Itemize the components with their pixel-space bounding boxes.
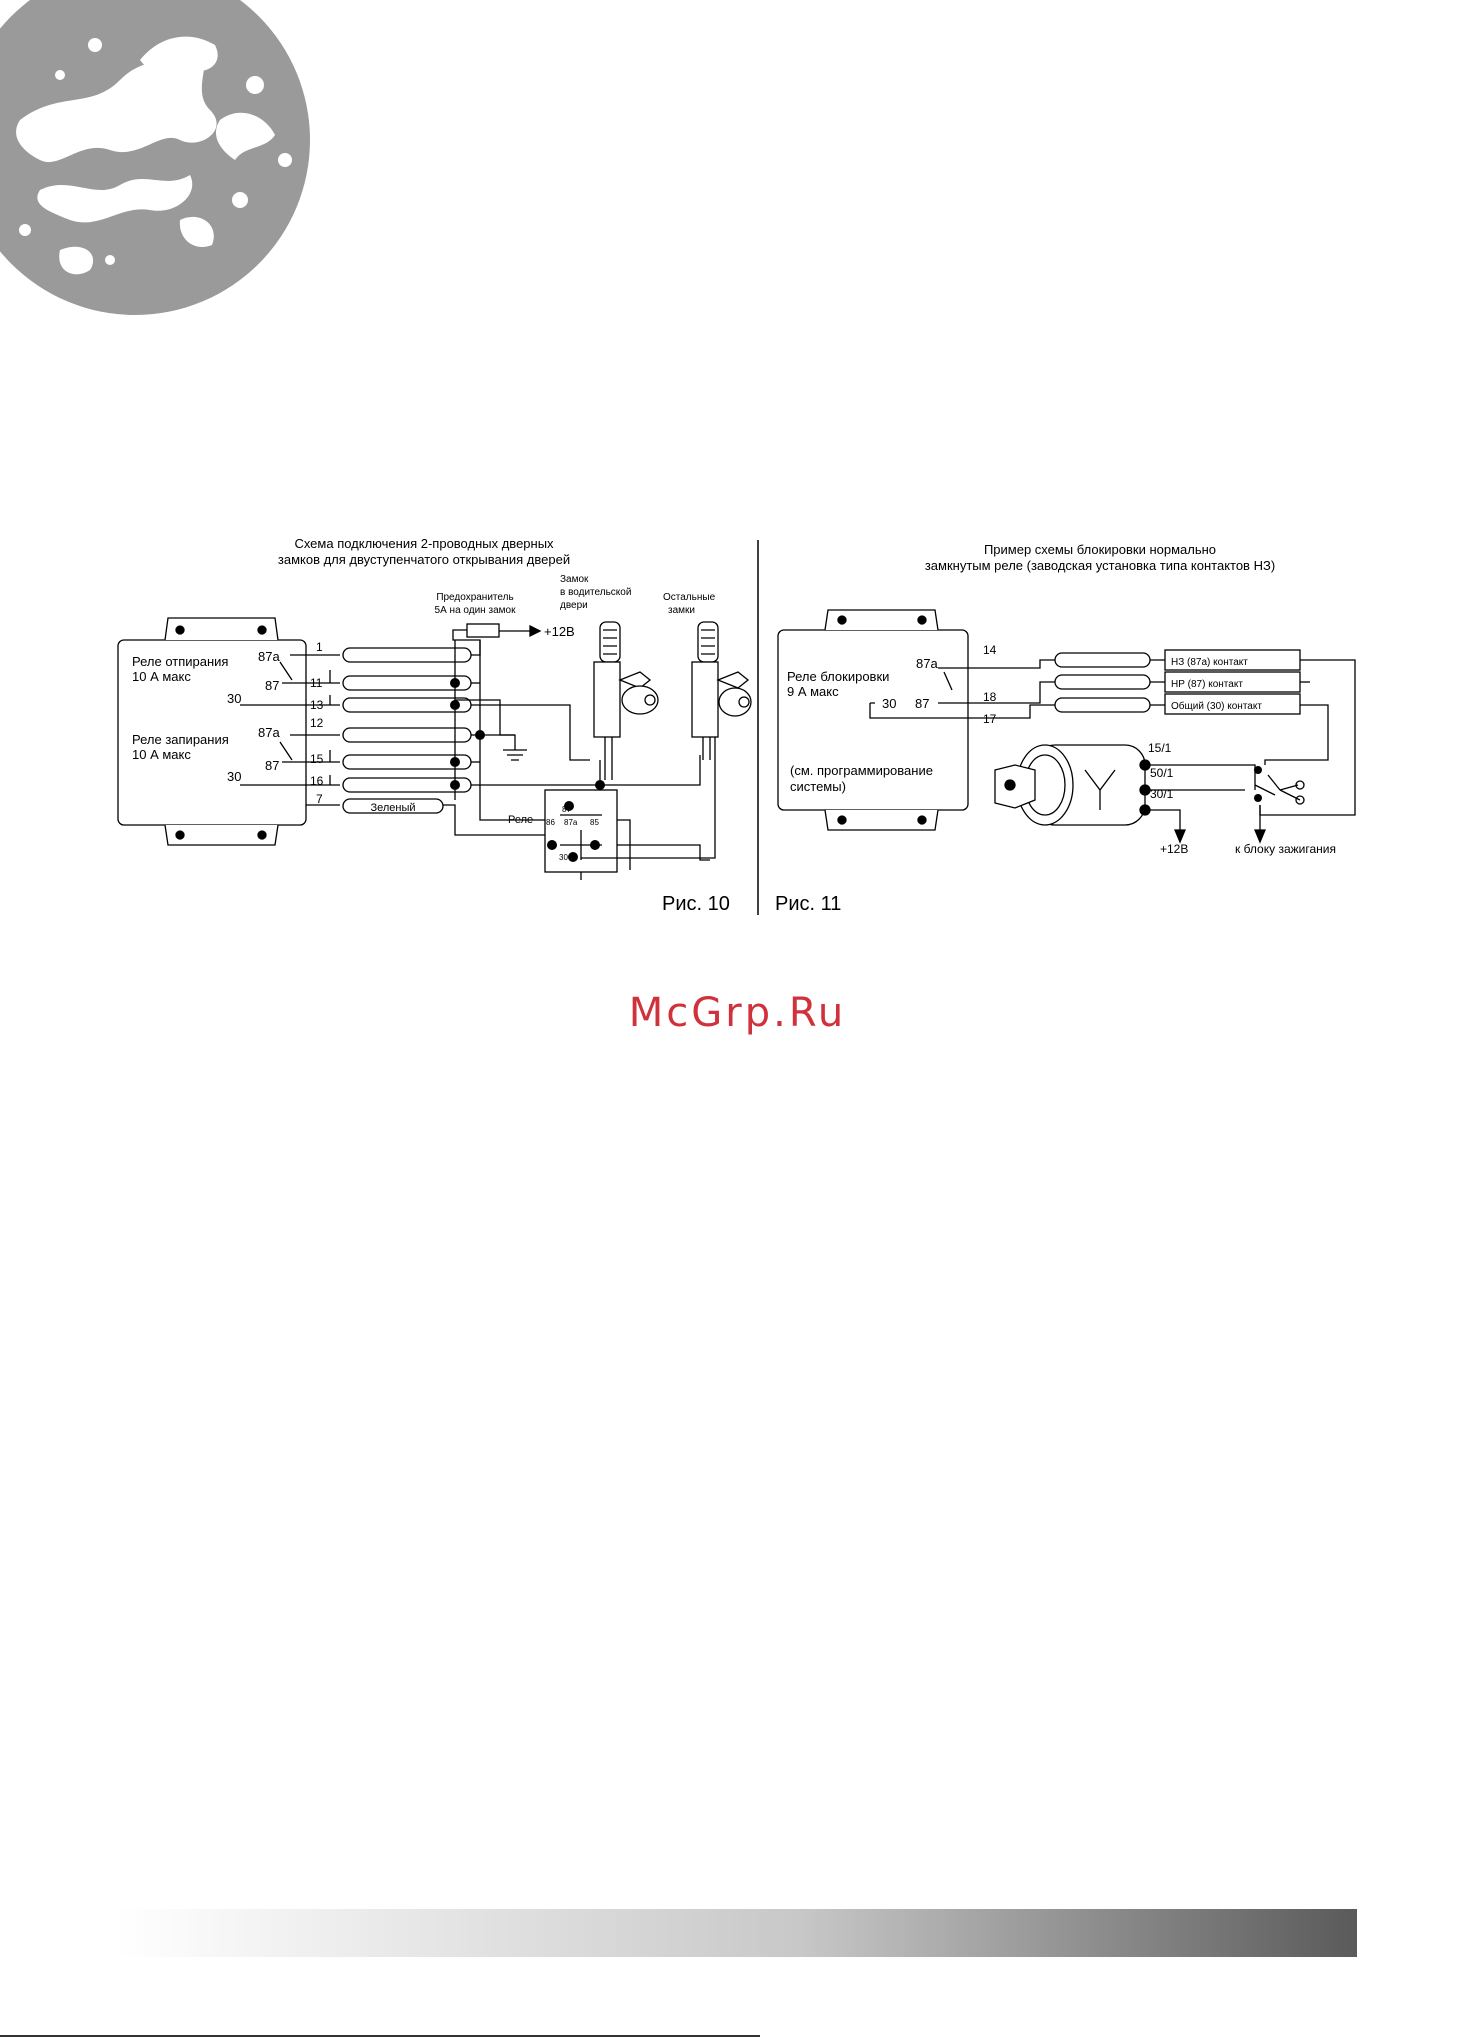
other-locks-label-2: замки xyxy=(668,605,695,616)
wire-14-label: 14 xyxy=(983,643,997,657)
wire-12-label: 12 xyxy=(310,716,324,730)
immobilizer-relay-label-1: Реле блокировки xyxy=(787,669,890,684)
no-contact-label: НР (87) контакт xyxy=(1171,679,1243,690)
fig11-87a-label: 87a xyxy=(916,656,938,671)
fig11-caption: Рис. 11 xyxy=(775,893,842,915)
lock-relay-label-1: Реле запирания xyxy=(132,732,229,747)
unlock-87-label: 87 xyxy=(265,678,280,693)
other-door-locks-actuator xyxy=(692,622,751,760)
unlock-30-label: 30 xyxy=(227,691,242,706)
to-ignition-label: к блоку зажигания xyxy=(1235,842,1336,856)
fuse-label-line1: Предохранитель xyxy=(436,592,514,603)
ignition-switch xyxy=(995,745,1150,825)
relay-label: Реле xyxy=(508,814,534,826)
fuse-label-line2: 5А на один замок xyxy=(434,605,516,616)
programming-note-2: системы) xyxy=(790,779,846,794)
unlock-87a-label: 87a xyxy=(258,649,280,664)
relay-pin-87: 87 xyxy=(562,805,571,814)
relay-pin-85: 85 xyxy=(590,818,599,827)
pin-30-1-label: 30/1 xyxy=(1150,787,1174,801)
wire-11-label: 11 xyxy=(310,676,323,690)
relay-pin-87a: 87a xyxy=(564,818,578,827)
relay-pin-86: 86 xyxy=(546,818,555,827)
relay-pin-30: 30 xyxy=(559,853,568,862)
bottom-rule xyxy=(0,2035,760,2037)
unlock-relay-label-2: 10 А макс xyxy=(132,669,191,684)
wire-7-label: 7 xyxy=(316,792,323,806)
fig10-supply-label: +12В xyxy=(544,624,575,639)
wire-cut-pliers xyxy=(1255,775,1304,804)
wire-13-label: 13 xyxy=(310,698,324,712)
wire-18-label: 18 xyxy=(983,690,997,704)
fig10-title-line2: замков для двуступенчатого открывания дверей xyxy=(277,552,571,567)
common-contact-label: Общий (30) контакт xyxy=(1171,701,1262,712)
other-locks-label-1: Остальные xyxy=(663,592,716,603)
immobilizer-relay-unit xyxy=(778,610,968,830)
fig11-87-label: 87 xyxy=(915,696,930,711)
footer-gradient-bar xyxy=(117,1909,1357,1957)
fig11-title-line2: замкнутым реле (заводская установка типа контактов НЗ) xyxy=(924,558,1276,573)
lock-relay-label-2: 10 А макс xyxy=(132,747,191,762)
fig10-title-line1: Схема подключения 2-проводных дверных xyxy=(294,536,554,551)
fig10-caption: Рис. 10 xyxy=(662,893,730,915)
brand-logo xyxy=(0,0,310,315)
lock-87-label: 87 xyxy=(265,758,280,773)
driver-lock-label-1: Замок xyxy=(560,574,589,585)
green-wire-label: Зеленый xyxy=(370,802,416,814)
wire-16-label: 16 xyxy=(310,774,324,788)
figure-11-diagram xyxy=(778,610,1355,842)
pin-50-1-label: 50/1 xyxy=(1150,766,1174,780)
unlock-relay-label-1: Реле отпирания xyxy=(132,654,229,669)
fig11-30-label: 30 xyxy=(882,696,897,711)
nc-contact-label: НЗ (87а) контакт xyxy=(1171,657,1248,668)
pin-15-1-label: 15/1 xyxy=(1148,741,1172,755)
immobilizer-relay-label-2: 9 А макс xyxy=(787,684,839,699)
fig11-title-line1: Пример схемы блокировки нормально xyxy=(983,542,1217,557)
watermark-text: McGrp.Ru xyxy=(628,990,847,1036)
lock-87a-label: 87a xyxy=(258,725,280,740)
wire-15-label: 15 xyxy=(310,752,324,766)
wire-1-label: 1 xyxy=(316,640,323,654)
driver-lock-label-3: двери xyxy=(560,600,588,611)
lock-30-label: 30 xyxy=(227,769,242,784)
fig11-supply-label: +12В xyxy=(1160,842,1189,856)
driver-door-lock-actuator xyxy=(594,622,658,780)
driver-lock-label-2: в водительской xyxy=(560,587,632,598)
wire-17-label: 17 xyxy=(983,712,997,726)
programming-note-1: (см. программирование xyxy=(790,763,933,778)
